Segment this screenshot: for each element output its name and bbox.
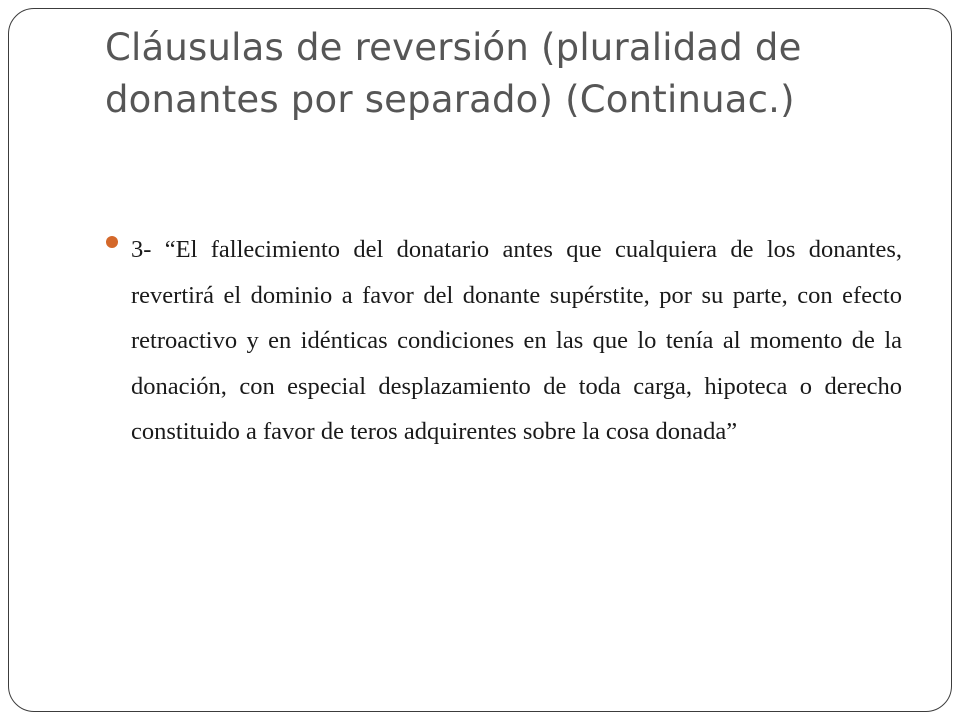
slide-body	[106, 227, 902, 455]
bullet-icon	[106, 236, 118, 248]
bullet-text: 3- “El fallecimiento del donatario antes que cualquiera de los donantes, revertirá el dominio a favor del donante supérstite, por su parte, con efecto retroactivo y en idénticas condiciones en las que lo tenía al momento de la donación, con especial desplazamiento de toda carga, hipoteca o derecho constituido a favor de teros adquirentes sobre la cosa donada”	[131, 236, 902, 445]
slide-title: Cláusulas de reversión (pluralidad de donantes por separado) (Continuac.)	[105, 26, 802, 121]
bullet-item	[106, 227, 902, 455]
